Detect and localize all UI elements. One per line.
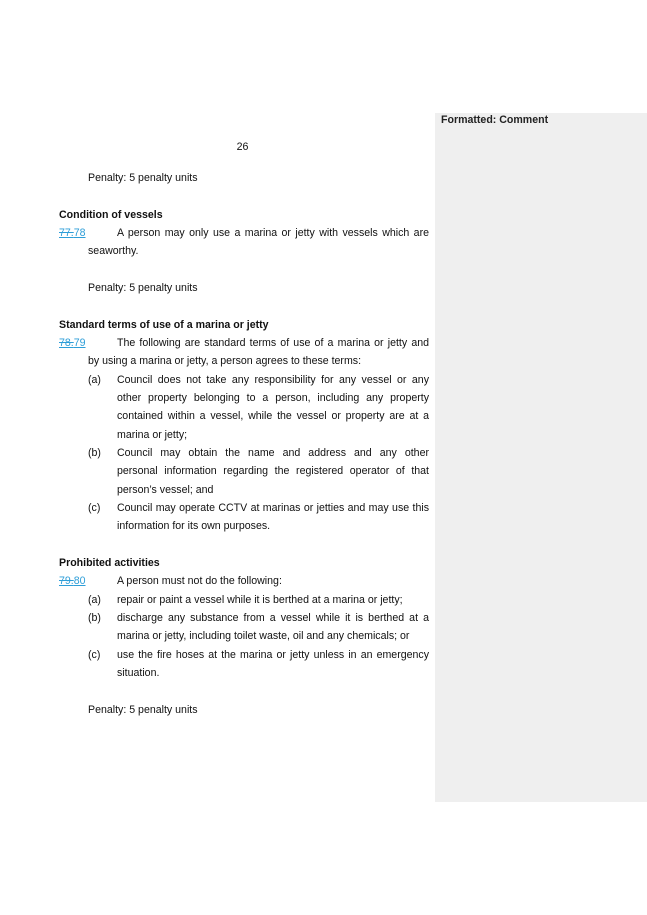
- item-line: marina or jetty, including toilet waste, oil and any chemicals; or: [117, 630, 410, 642]
- clause-text: A person may only use a marina or jetty with vessels which are: [117, 227, 429, 239]
- clause-text-continued: seaworthy.: [88, 245, 139, 257]
- deleted-number: 78.: [59, 337, 74, 349]
- inserted-number: 79: [73, 337, 86, 349]
- item-label: (a): [88, 594, 101, 606]
- item-label: (c): [88, 502, 101, 514]
- item-line: Council may obtain the name and address and any other: [117, 447, 429, 459]
- clause-text-continued: by using a marina or jetty, a person agrees to these terms:: [88, 355, 362, 367]
- item-label: (c): [88, 649, 101, 661]
- deleted-number: 79.: [59, 575, 74, 587]
- comment-pane-title: Formatted: Comment: [441, 114, 549, 126]
- item-line: use the fire hoses at the marina or jetty unless in an emergency: [117, 649, 429, 661]
- penalty-text: Penalty: 5 penalty units: [88, 282, 198, 294]
- item-line: information for its own purposes.: [117, 520, 271, 532]
- clause-first-line: [59, 336, 429, 350]
- item-line: discharge any substance from a vessel while it is berthed at a: [117, 612, 429, 624]
- clause-number: [59, 226, 117, 240]
- item-line: Council does not take any responsibility for any vessel or any: [117, 374, 429, 386]
- item-line: repair or paint a vessel while it is berthed at a marina or jetty;: [117, 594, 403, 606]
- clause-text: A person must not do the following:: [117, 575, 282, 587]
- item-line: other property belonging to a person, including any property: [117, 392, 429, 404]
- item-line: marina or jetty;: [117, 429, 188, 441]
- item-label: (b): [88, 447, 101, 459]
- item-label: (a): [88, 374, 101, 386]
- penalty-text: Penalty: 5 penalty units: [88, 172, 198, 184]
- clause-first-line: [59, 574, 282, 588]
- item-line: personal information regarding the registered operator of that: [117, 465, 429, 477]
- inserted-number: 78: [73, 227, 86, 239]
- clause-text: The following are standard terms of use of a marina or jetty and: [117, 337, 429, 349]
- item-line: Council may operate CCTV at marinas or jetties and may use this: [117, 502, 429, 514]
- penalty-text: Penalty: 5 penalty units: [88, 704, 198, 716]
- comment-pane: [435, 113, 647, 802]
- item-label: (b): [88, 612, 101, 624]
- item-line: person’s vessel; and: [117, 484, 214, 496]
- item-line: situation.: [117, 667, 160, 679]
- deleted-number: 77.: [59, 227, 74, 239]
- clause-first-line: [59, 226, 429, 240]
- clause-number: [59, 574, 117, 588]
- page-number: 26: [236, 141, 249, 153]
- item-line: contained within a vessel, while the vessel or property are at a: [117, 410, 429, 422]
- section-heading: Standard terms of use of a marina or jetty: [59, 319, 269, 331]
- clause-number: [59, 336, 117, 350]
- section-heading: Prohibited activities: [59, 557, 160, 569]
- inserted-number: 80: [73, 575, 86, 587]
- section-heading: Condition of vessels: [59, 209, 163, 221]
